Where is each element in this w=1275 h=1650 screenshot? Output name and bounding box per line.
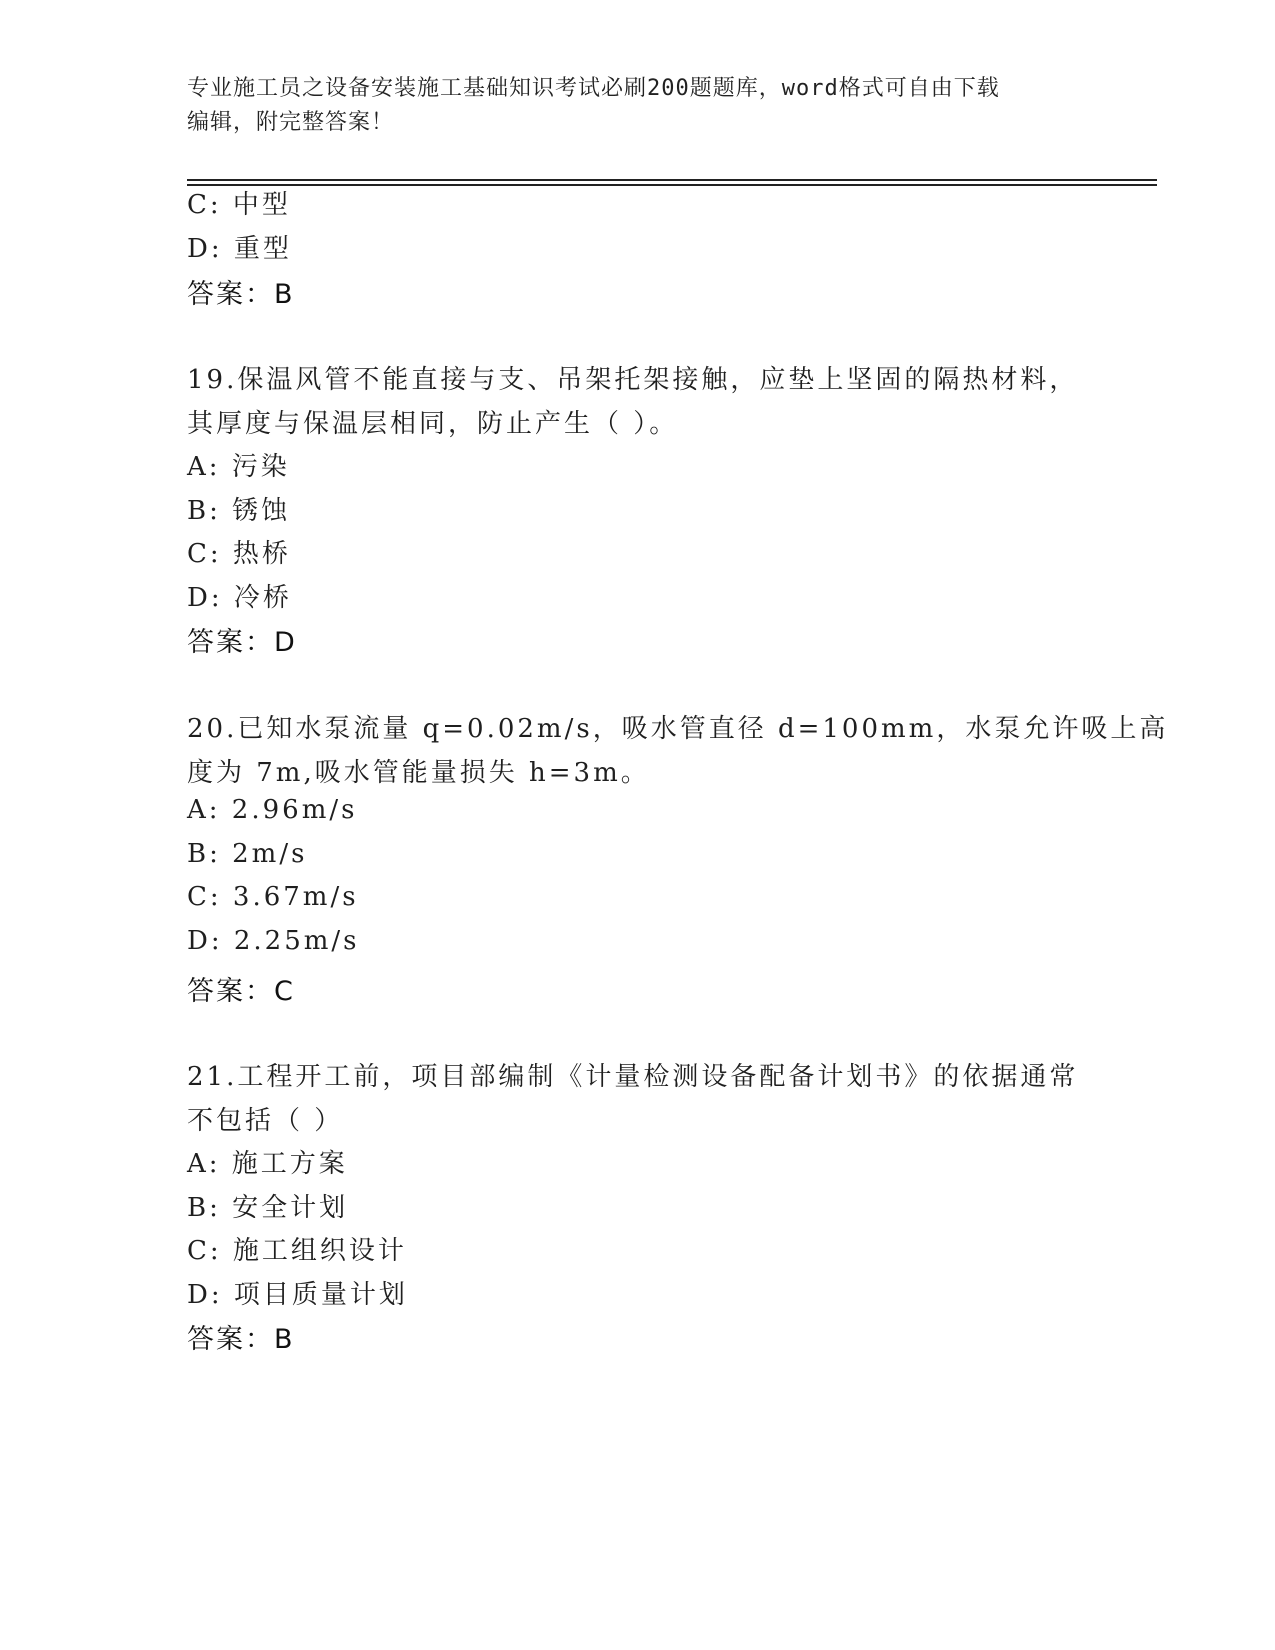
option-a: A: 施工方案 — [187, 1149, 348, 1179]
option-b: B: 锈蚀 — [187, 496, 291, 526]
option-c: C: 中型 — [187, 190, 291, 220]
option-c: C: 施工组织设计 — [187, 1236, 407, 1266]
question-stem-line-2: 度为 7m,吸水管能量损失 h=3m。 — [187, 758, 650, 788]
question-stem-line-2: 不包括（ ） — [187, 1106, 344, 1136]
question-stem-line-1: 20.已知水泵流量 q=0.02m/s，吸水管直径 d=100mm，水泵允许吸上高 — [187, 714, 1169, 744]
option-c: C: 热桥 — [187, 539, 291, 569]
page-header — [187, 72, 1067, 140]
header-divider — [187, 179, 1157, 181]
answer-line: 答案：D — [187, 627, 297, 658]
header-divider-second — [187, 184, 1157, 186]
option-a: A: 2.96m/s — [187, 795, 358, 825]
option-a: A: 污染 — [187, 452, 290, 482]
option-b: B: 安全计划 — [187, 1193, 349, 1223]
option-d: D: 项目质量计划 — [187, 1280, 408, 1310]
answer-line: 答案：B — [187, 1324, 295, 1355]
question-stem-line-1: 21.工程开工前，项目部编制《计量检测设备配备计划书》的依据通常 — [187, 1062, 1079, 1092]
option-b: B: 2m/s — [187, 839, 308, 869]
header-title-line-2: 编辑，附完整答案！ — [187, 110, 395, 135]
header-title-line-1: 专业施工员之设备安装施工基础知识考试必刷200题题库，word格式可自由下载 — [187, 76, 1000, 101]
option-d: D: 重型 — [187, 234, 292, 264]
option-d: D: 2.25m/s — [187, 926, 360, 956]
question-stem-line-1: 19.保温风管不能直接与支、吊架托架接触，应垫上坚固的隔热材料， — [187, 365, 1079, 395]
question-stem-line-2: 其厚度与保温层相同，防止产生（ ）。 — [187, 409, 679, 439]
option-c: C: 3.67m/s — [187, 882, 359, 912]
option-d: D: 冷桥 — [187, 583, 292, 613]
answer-line: 答案：C — [187, 976, 295, 1007]
answer-line: 答案：B — [187, 279, 295, 310]
